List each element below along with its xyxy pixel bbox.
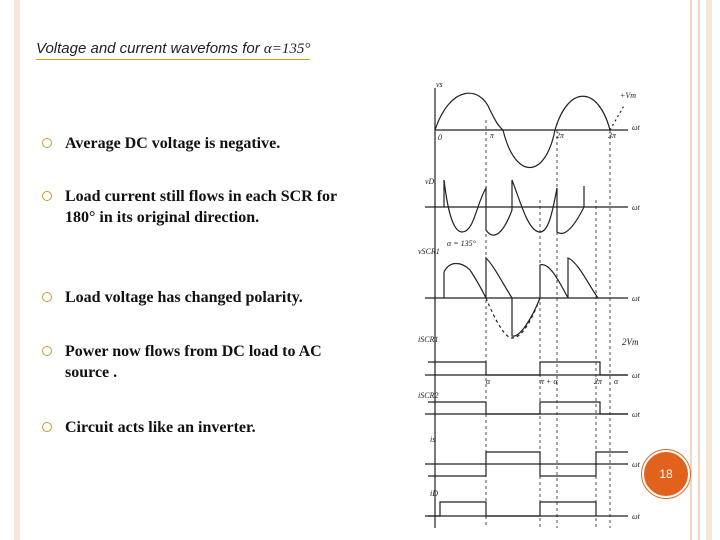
iscr2-waveform <box>428 402 628 414</box>
id-waveform <box>428 502 596 516</box>
row-label-id: iD <box>430 489 438 498</box>
row-label-is: is <box>430 435 436 444</box>
row-label-iscr2: iSCR2 <box>418 391 439 400</box>
bullet-text: Average DC voltage is negative. <box>65 135 281 152</box>
iscr1-waveform <box>428 362 628 375</box>
tick-label: π <box>490 131 495 140</box>
axis-label: ωt <box>632 123 640 132</box>
title-text: Voltage and current wavefoms for <box>36 40 264 57</box>
bullet-text: Circuit acts like an inverter. <box>65 419 256 436</box>
vm-label: +Vm <box>620 91 637 100</box>
vscr1-dashed <box>486 298 540 338</box>
row-label-vs: vs <box>436 80 443 89</box>
bullet-text: Load current still flows in each SCR for 180° in its original direction. <box>65 188 337 226</box>
bullet-text: Power now flows from DC load to AC source . <box>65 343 322 381</box>
axis-label: ωt <box>632 203 640 212</box>
two-vm-label: 2Vm <box>622 337 639 347</box>
bullet-text: Load voltage has changed polarity. <box>65 289 303 306</box>
axis-label: ωt <box>632 512 640 521</box>
tick-label: 2π <box>594 377 603 386</box>
row-label-vscr1: vSCR1 <box>418 247 440 256</box>
vscr1-waveform <box>444 258 512 298</box>
axis-label: ωt <box>632 460 640 469</box>
alpha-tag: α = 135° <box>447 239 476 248</box>
axis-label: ωt <box>632 371 640 380</box>
row-label-vd: vD <box>425 177 435 186</box>
axis-label: ωt <box>632 294 640 303</box>
tick-label: 3π <box>608 131 617 140</box>
tick-label: α <box>486 377 491 386</box>
vscr1-negative <box>512 258 598 336</box>
tick-label: π + α <box>540 377 558 386</box>
tick-label: 2π <box>556 131 565 140</box>
vs-waveform-reference <box>610 104 625 130</box>
axis-label: ωt <box>632 410 640 419</box>
page-number-badge: 18 <box>642 450 690 498</box>
title-alpha: α=135° <box>263 41 311 57</box>
tick-label: α <box>614 377 619 386</box>
row-label-iscr1: iSCR1 <box>418 335 439 344</box>
tick-label: 0 <box>438 133 442 142</box>
